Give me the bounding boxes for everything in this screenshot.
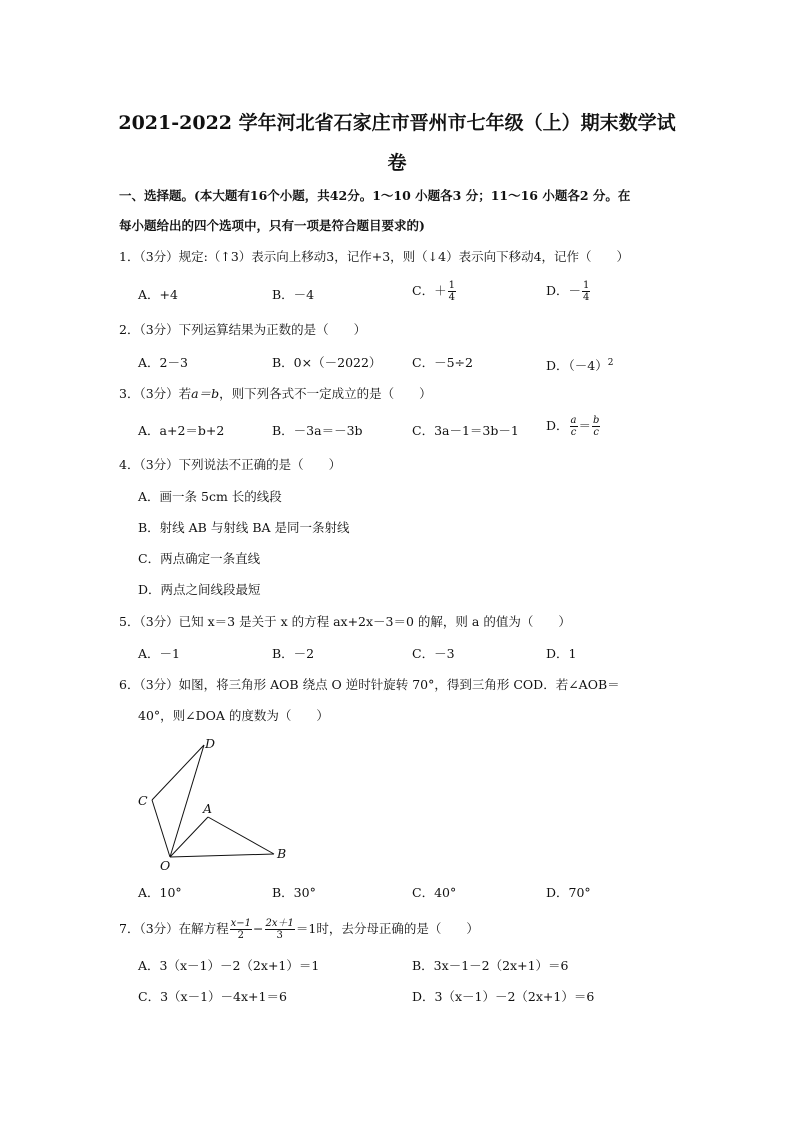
q2-option-d-exponent: 2 xyxy=(607,358,614,368)
section-header-continued: 每小题给出的四个选项中，只有一项是符合题目要求的) xyxy=(119,218,425,233)
q3-option-b: B．－3a＝－3b xyxy=(272,423,363,438)
q3-option-c: C．3a－1＝3b－1 xyxy=(412,423,519,438)
question-5-stem: 5．（3分）已知 x＝3 是关于 x 的方程 ax+2x－3＝0 的解，则 a 的值为（ ） xyxy=(119,614,571,629)
question-7-stem xyxy=(119,914,479,944)
question-2-stem: 2．（3分）下列运算结果为正数的是（ ） xyxy=(119,322,367,337)
q7-option-c: C．3（x－1）－4x+1＝6 xyxy=(138,989,287,1004)
q5-option-c: C．－3 xyxy=(412,646,455,661)
q7-stem-suffix: ＝1时，去分母正确的是（ ） xyxy=(295,921,479,936)
fraction-numerator: a xyxy=(570,415,577,426)
q4-option-c: C．两点确定一条直线 xyxy=(138,551,261,566)
section-header: 一、选择题。(本大题有16个小题，共42分。1～10 小题各3 分；11～16 小题各2 分。在 xyxy=(119,188,631,203)
minus-sign: − xyxy=(253,921,264,936)
q7-fraction-1 xyxy=(230,918,252,941)
q3-option-d-fraction-2 xyxy=(592,415,600,438)
fraction-numerator: 1 xyxy=(448,280,455,291)
q1-option-a: A．+4 xyxy=(138,287,178,302)
q3-option-d-prefix: D． xyxy=(546,418,569,433)
q3-option-d xyxy=(546,415,601,438)
fraction-numerator: b xyxy=(593,415,600,426)
fraction-numerator: x−1 xyxy=(230,918,252,929)
fraction-denominator: 4 xyxy=(448,292,455,303)
figure-lines xyxy=(152,745,274,857)
fraction-numerator: 2x＋1 xyxy=(265,918,294,929)
q3-stem-equation: a＝b xyxy=(191,386,220,401)
q5-option-a: A．－1 xyxy=(138,646,180,661)
q3-option-a: A．a+2＝b+2 xyxy=(138,423,225,438)
label-a: A xyxy=(203,801,213,816)
q2-option-d-base: D．（－4） xyxy=(546,358,608,374)
q7-option-b: B．3x－1－2（2x+1）＝6 xyxy=(412,958,569,973)
label-c: C xyxy=(138,793,148,808)
rotated-triangle-figure xyxy=(130,733,300,873)
fraction-denominator: c xyxy=(593,427,600,438)
question-6-stem-continued: 40°，则∠DOA 的度数为（ ） xyxy=(138,708,329,723)
page-title-continued: 卷 xyxy=(387,152,407,174)
segment-ob xyxy=(170,854,274,857)
segment-ab xyxy=(208,817,274,854)
q3-option-d-fraction-1 xyxy=(570,415,578,438)
q4-option-b: B．射线 AB 与射线 BA 是同一条射线 xyxy=(138,520,350,535)
q2-option-b: B．0×（－2022） xyxy=(272,355,382,370)
segment-cd xyxy=(152,745,204,800)
fraction-denominator: 4 xyxy=(583,292,590,303)
question-1-stem: 1．（3分）规定:（↑3）表示向上移动3，记作+3，则（↓4）表示向下移动4，记作（ ） xyxy=(119,249,630,264)
fraction-denominator: c xyxy=(570,427,577,438)
q7-fraction-2 xyxy=(265,918,295,941)
fraction-numerator: 1 xyxy=(583,280,590,291)
q1-option-d xyxy=(546,280,591,303)
segment-oc xyxy=(152,800,170,857)
q4-option-a: A．画一条 5cm 长的线段 xyxy=(138,489,282,504)
q6-option-b: B．30° xyxy=(272,885,316,900)
fraction-denominator: 3 xyxy=(276,930,283,941)
page-title: 2021-2022 学年河北省石家庄市晋州市七年级（上）期末数学试 xyxy=(118,112,676,134)
q6-option-d: D．70° xyxy=(546,885,591,900)
label-b: B xyxy=(277,846,287,861)
q4-option-d: D．两点之间线段最短 xyxy=(138,582,261,597)
q1-option-b: B．－4 xyxy=(272,287,315,302)
q1-option-d-prefix: D．－ xyxy=(546,283,582,298)
q1-option-c-fraction xyxy=(448,280,456,303)
question-4-stem: 4．（3分）下列说法不正确的是（ ） xyxy=(119,457,342,472)
q7-option-a: A．3（x－1）－2（2x+1）＝1 xyxy=(138,958,320,973)
q2-option-c: C．－5÷2 xyxy=(412,355,473,370)
q5-option-b: B．－2 xyxy=(272,646,315,661)
q2-option-a: A．2－3 xyxy=(138,355,188,370)
label-o: O xyxy=(160,858,171,873)
q5-option-d: D．1 xyxy=(546,646,577,661)
segment-od xyxy=(170,745,204,857)
equals-sign: ＝ xyxy=(578,418,592,433)
q3-stem-suffix: ，则下列各式不一定成立的是（ ） xyxy=(219,386,432,401)
question-3-stem xyxy=(119,386,432,402)
q7-stem-prefix: 7．（3分）在解方程 xyxy=(119,921,229,936)
q1-option-c-prefix: C．＋ xyxy=(412,283,447,298)
label-d: D xyxy=(205,736,216,751)
fraction-denominator: 2 xyxy=(237,930,245,941)
q2-option-d xyxy=(546,355,613,374)
q3-stem-prefix: 3．（3分）若 xyxy=(119,386,192,401)
q7-option-d: D．3（x－1）－2（2x+1）＝6 xyxy=(412,989,595,1004)
q1-option-d-fraction xyxy=(582,280,590,303)
question-6-stem: 6．（3分）如图，将三角形 AOB 绕点 O 逆时针旋转 70°，得到三角形 COD．若∠AOB＝ xyxy=(119,677,620,692)
q1-option-c xyxy=(412,280,457,303)
q6-option-a: A．10° xyxy=(138,885,182,900)
q6-option-c: C．40° xyxy=(412,885,457,900)
